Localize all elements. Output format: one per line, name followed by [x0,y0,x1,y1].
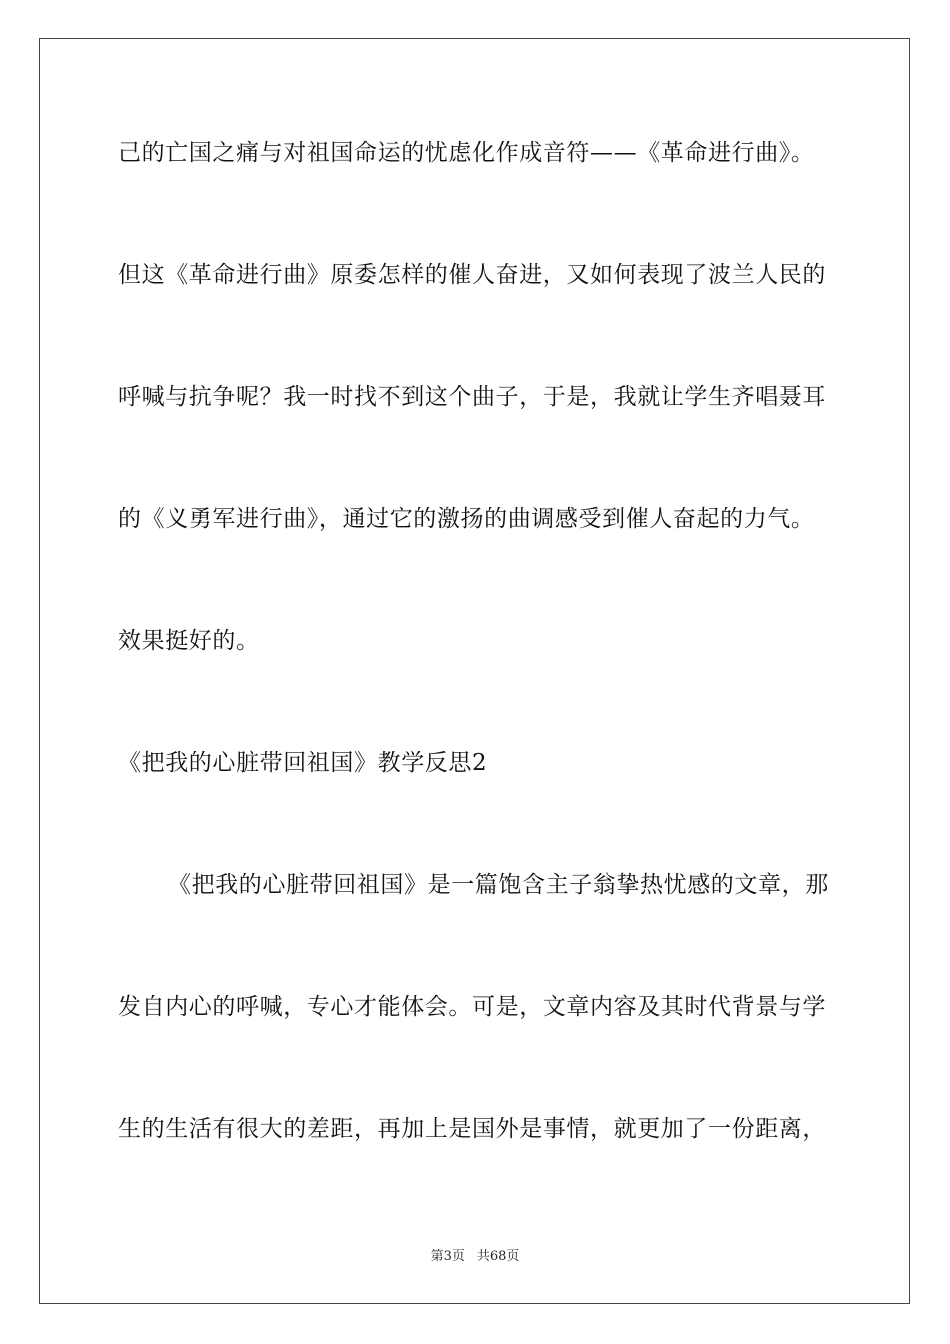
paragraph-line-3: 生的生活有很大的差距，再加上是国外是事情，就更加了一份距离， [118,1116,826,1142]
page-footer [0,1248,950,1266]
page-number: 第3页 [430,1249,465,1264]
paragraph-line-2: 发自内心的呼喊，专心才能体会。可是，文章内容及其时代背景与学 [118,994,826,1020]
paragraph-line-1: 《把我的心脏带回祖国》是一篇饱含主子翁挚热忧感的文章，那 [168,872,829,898]
body-text-line-5: 效果挺好的。 [118,628,260,654]
body-text-line-4: 的《义勇军进行曲》，通过它的激扬的曲调感受到催人奋起的力气。 [118,506,815,532]
body-text-line-2: 但这《革命进行曲》原委怎样的催人奋进，又如何表现了波兰人民的 [118,262,826,288]
body-text-line-3: 呼喊与抗争呢？我一时找不到这个曲子，于是，我就让学生齐唱聂耳 [118,384,826,410]
page-total: 共68页 [476,1249,520,1264]
section-heading: 《把我的心脏带回祖国》教学反思2 [118,750,488,776]
body-text-line-1: 己的亡国之痛与对祖国命运的忧虑化作成音符——《革命进行曲》。 [118,140,815,166]
